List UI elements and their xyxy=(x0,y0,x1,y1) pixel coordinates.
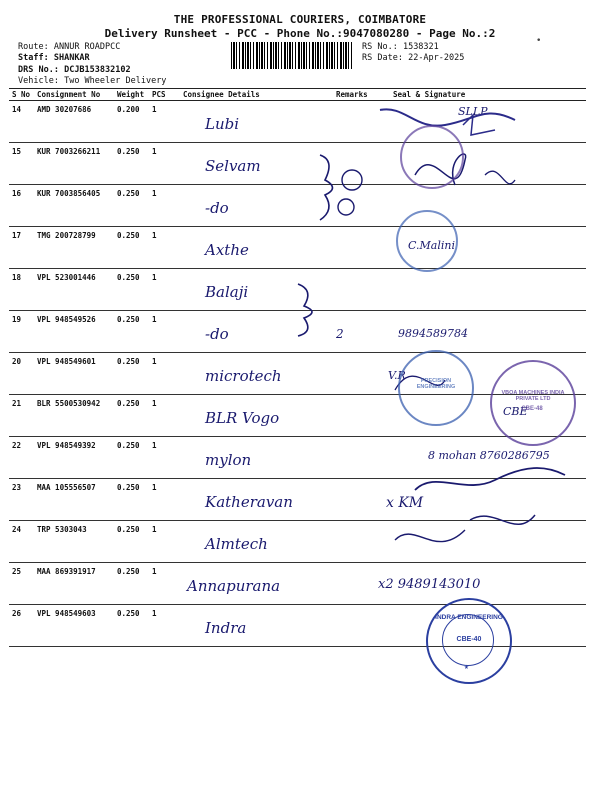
cell-weight: 0.250 xyxy=(114,185,149,227)
cell-sno: 19 xyxy=(9,311,34,353)
star-icon: ★ xyxy=(464,662,469,671)
cell-sno: 24 xyxy=(9,521,34,563)
header-signature: Seal & Signature xyxy=(365,89,586,101)
cell-weight: 0.250 xyxy=(114,479,149,521)
cell-pcs: 1 xyxy=(149,353,180,395)
cell-remarks xyxy=(333,227,365,269)
handwritten-consignee: BLR Vogo xyxy=(205,409,280,427)
cell-sno: 14 xyxy=(9,101,34,143)
cell-consignee xyxy=(180,521,333,563)
vehicle-label: Vehicle: xyxy=(18,76,59,86)
cell-weight: 0.250 xyxy=(114,227,149,269)
vehicle-value: Two Wheeler Delivery xyxy=(64,76,167,86)
header-weight: Weight xyxy=(114,89,149,101)
signature-text: CBE xyxy=(503,405,528,418)
cell-consignment: VPL 948549603 xyxy=(34,605,114,647)
cell-pcs: 1 xyxy=(149,269,180,311)
cell-weight: 0.250 xyxy=(114,395,149,437)
machines-stamp-city: CBE-48 xyxy=(521,406,543,412)
handwritten-consignee: Indra xyxy=(205,619,247,637)
rs-no-line xyxy=(362,42,439,52)
route-value: ANNUR ROADPCC xyxy=(53,42,121,52)
cell-pcs: 1 xyxy=(149,143,180,185)
cell-consignment: TMG 200728799 xyxy=(34,227,114,269)
cell-sno: 15 xyxy=(9,143,34,185)
staff-label: Staff: xyxy=(18,53,49,63)
stamp-row17 xyxy=(396,210,458,272)
cell-consignment: VPL 523001446 xyxy=(34,269,114,311)
handwritten-consignee: Katheravan xyxy=(205,493,293,511)
signature-text: x2 9489143010 xyxy=(378,577,481,592)
table-row xyxy=(9,521,586,563)
cell-remarks xyxy=(333,353,365,395)
cell-signature xyxy=(365,143,586,185)
cell-sno: 21 xyxy=(9,395,34,437)
rs-no-value: 1538321 xyxy=(402,42,439,52)
cell-consignee xyxy=(180,227,333,269)
handwritten-consignee: mylon xyxy=(205,451,252,469)
cell-signature xyxy=(365,437,586,479)
route-line xyxy=(18,42,120,52)
table-row xyxy=(9,101,586,143)
handwritten-consignee: Lubi xyxy=(205,115,240,133)
cell-pcs: 1 xyxy=(149,101,180,143)
header-pcs: PCS xyxy=(149,89,180,101)
cell-pcs: 1 xyxy=(149,479,180,521)
signature-text: x KM xyxy=(386,495,424,511)
rs-date-value: 22-Apr-2025 xyxy=(408,53,465,63)
cell-weight: 0.250 xyxy=(114,521,149,563)
cell-weight: 0.250 xyxy=(114,269,149,311)
runsheet-subtitle: Delivery Runsheet - PCC - Phone No.:9047080280 - Page No.:2 xyxy=(104,27,496,40)
cell-remarks xyxy=(333,521,365,563)
vehicle-line xyxy=(18,76,166,86)
cell-consignment: BLR 5500530942 xyxy=(34,395,114,437)
staff-value: SHANKAR xyxy=(53,53,90,63)
cell-consignment: VPL 948549392 xyxy=(34,437,114,479)
table-row xyxy=(9,143,586,185)
machines-stamp xyxy=(490,360,576,446)
handwritten-consignee: Selvam xyxy=(205,157,261,175)
indra-stamp-city: CBE-40 xyxy=(456,636,482,643)
barcode xyxy=(231,42,354,69)
cell-pcs: 1 xyxy=(149,311,180,353)
cell-consignment: TRP 5303043 xyxy=(34,521,114,563)
table-row xyxy=(9,227,586,269)
cell-remarks xyxy=(333,605,365,647)
cell-consignment: KUR 7003856405 xyxy=(34,185,114,227)
header-consignee: Consignee Details xyxy=(180,89,333,101)
table-header-row xyxy=(9,89,586,101)
cell-pcs: 1 xyxy=(149,227,180,269)
drs-label: DRS No.: xyxy=(18,65,59,75)
signature-text: SLLP xyxy=(458,105,488,118)
cell-pcs: 1 xyxy=(149,605,180,647)
cell-pcs: 1 xyxy=(149,521,180,563)
rs-no-label: RS No.: xyxy=(362,42,398,52)
handwritten-consignee: -do xyxy=(205,199,229,217)
indra-stamp-text: INDRA ENGINEERING xyxy=(435,614,503,621)
handwritten-consignee: Balaji xyxy=(205,283,249,301)
cell-weight: 0.250 xyxy=(114,437,149,479)
header-consignment: Consignment No xyxy=(34,89,114,101)
cell-weight: 0.250 xyxy=(114,353,149,395)
table-row xyxy=(9,563,586,605)
indra-engineering-stamp xyxy=(426,598,512,684)
precision-stamp-text: PRECISION ENGINEERING xyxy=(416,378,456,390)
handwritten-consignee: -do xyxy=(205,325,229,343)
cell-consignment: KUR 7003266211 xyxy=(34,143,114,185)
cell-consignment: MAA 105556507 xyxy=(34,479,114,521)
cell-sno: 16 xyxy=(9,185,34,227)
stamp-row15 xyxy=(400,125,464,189)
cell-consignment: VPL 948549526 xyxy=(34,311,114,353)
cell-consignee xyxy=(180,353,333,395)
route-label: Route: xyxy=(18,42,49,52)
cell-signature xyxy=(365,311,586,353)
cell-signature xyxy=(365,521,586,563)
cell-weight: 0.200 xyxy=(114,101,149,143)
cell-consignee xyxy=(180,395,333,437)
cell-signature xyxy=(365,269,586,311)
header-remarks: Remarks xyxy=(333,89,365,101)
cell-remarks xyxy=(333,563,365,605)
handwritten-consignee: Almtech xyxy=(205,535,268,553)
cell-consignee xyxy=(180,479,333,521)
table-row xyxy=(9,185,586,227)
cell-consignee xyxy=(180,563,333,605)
brace-mark-15-16 xyxy=(300,150,380,225)
cell-sno: 17 xyxy=(9,227,34,269)
cell-sno: 23 xyxy=(9,479,34,521)
cell-remarks xyxy=(333,437,365,479)
cell-weight: 0.250 xyxy=(114,563,149,605)
rs-date-label: RS Date: xyxy=(362,53,403,63)
cell-signature xyxy=(365,101,586,143)
header-sno: S No xyxy=(9,89,34,101)
company-title: THE PROFESSIONAL COURIERS, COIMBATORE xyxy=(173,13,427,26)
table-row xyxy=(9,479,586,521)
cell-remarks xyxy=(333,395,365,437)
cell-pcs: 1 xyxy=(149,437,180,479)
rs-date-line xyxy=(362,53,464,63)
cell-remarks xyxy=(333,311,365,353)
signature-text: V.R xyxy=(388,369,406,382)
cell-weight: 0.250 xyxy=(114,311,149,353)
brace-mark-18-19 xyxy=(290,280,330,340)
cell-remarks xyxy=(333,269,365,311)
runsheet-table xyxy=(9,88,586,647)
cell-pcs: 1 xyxy=(149,395,180,437)
cell-consignment: VPL 948549601 xyxy=(34,353,114,395)
remarks-text: 2 xyxy=(336,327,344,341)
cell-sno: 18 xyxy=(9,269,34,311)
cell-weight: 0.250 xyxy=(114,143,149,185)
handwritten-consignee: Axthe xyxy=(205,241,249,259)
cell-sno: 20 xyxy=(9,353,34,395)
handwritten-consignee: microtech xyxy=(205,367,282,385)
cell-signature xyxy=(365,479,586,521)
cell-remarks xyxy=(333,101,365,143)
table-row xyxy=(9,437,586,479)
cell-consignment: AMD 30207686 xyxy=(34,101,114,143)
cell-weight: 0.250 xyxy=(114,605,149,647)
corner-dot: • xyxy=(536,36,542,46)
signature-text: 8 mohan 8760286795 xyxy=(428,449,550,462)
drs-value: DCJB153832102 xyxy=(64,65,131,75)
cell-sno: 26 xyxy=(9,605,34,647)
cell-pcs: 1 xyxy=(149,185,180,227)
staff-line xyxy=(18,53,90,63)
cell-sno: 25 xyxy=(9,563,34,605)
cell-signature xyxy=(365,185,586,227)
drs-line xyxy=(18,65,131,75)
cell-consignment: MAA 869391917 xyxy=(34,563,114,605)
cell-sno: 22 xyxy=(9,437,34,479)
precision-stamp xyxy=(398,350,474,426)
cell-pcs: 1 xyxy=(149,563,180,605)
machines-stamp-text: VBOA MACHINES INDIA PRIVATE LTD xyxy=(501,390,565,402)
cell-remarks xyxy=(333,479,365,521)
signature-text: 9894589784 xyxy=(398,327,468,340)
handwritten-consignee: Annapurana xyxy=(187,577,281,595)
signature-text: C.Malini xyxy=(408,239,455,252)
cell-consignee xyxy=(180,101,333,143)
cell-consignee xyxy=(180,437,333,479)
cell-consignee xyxy=(180,605,333,647)
